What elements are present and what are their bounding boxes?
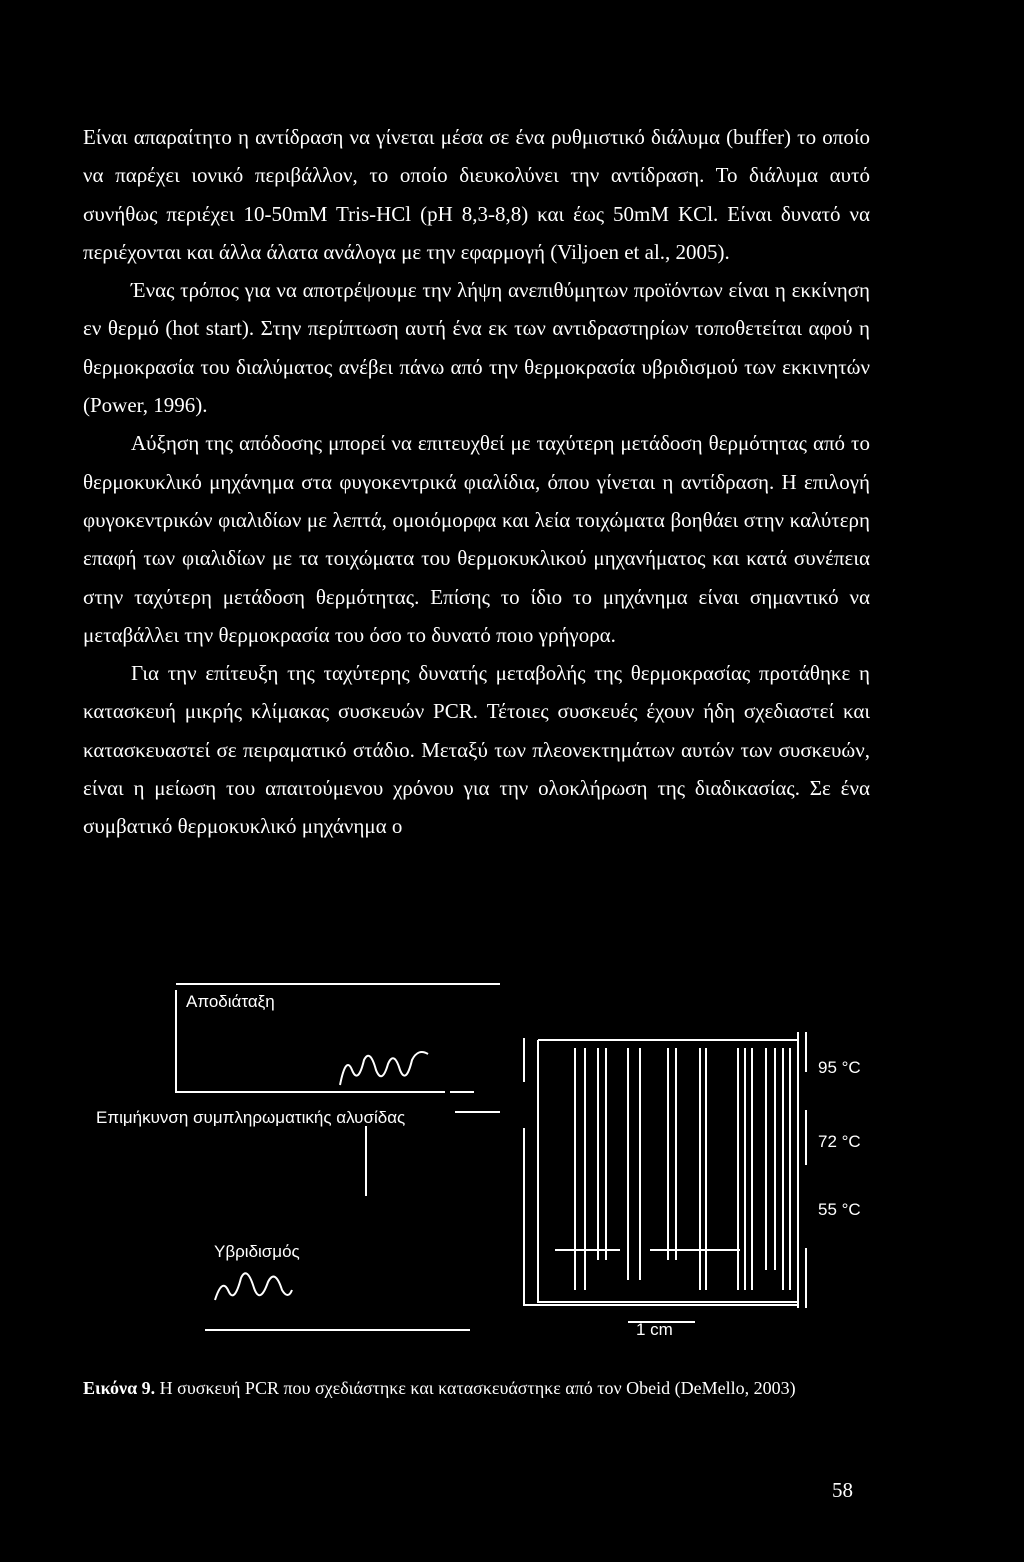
extension-label: Επιμήκυνση συμπληρωματικής αλυσίδας xyxy=(96,1108,406,1127)
paragraph-hot-start: Ένας τρόπος για να αποτρέψουμε την λήψη ανεπιθύμητων προϊόντων είναι η εκκίνηση εν θερμό (hot start). Στην περίπτωση αυτή ένα εκ των αντιδραστηρίων τοποθετείται αφού η θερμοκρασία του διαλύματος ανέβει πάνω από την θερμοκρασία υβριδισμού των εκκινητών (Power, 1996). xyxy=(83,278,870,418)
paragraph-micro-pcr: Για την επίτευξη της ταχύτερης δυνατής μεταβολής της θερμοκρασίας προτάθηκε η κατασκευή μικρής κλίμακας συσκευών PCR. Τέτοιες συσκευές έχουν ήδη σχεδιαστεί και κατασκευαστεί σε πειραματικό στάδιο. Μεταξύ των πλεονεκτημάτων αυτών των συσκευών, είναι η μείωση του απαιτούμενου χρόνου για την ολοκλήρωση της διαδικασίας. Σε ένα συμβατικό θερμοκυκλικό μηχάνημα ο xyxy=(83,661,870,839)
denaturation-label: Αποδιάταξη xyxy=(186,992,275,1011)
temp-95-label: 95 °C xyxy=(818,1058,861,1077)
figure-caption xyxy=(83,1378,883,1399)
denaturation-wave xyxy=(340,1052,428,1085)
caption-prefix: Εικόνα 9. xyxy=(83,1378,156,1398)
page-number: 58 xyxy=(832,1478,853,1502)
pcr-device-figure xyxy=(0,960,1024,1340)
device-left-bracket xyxy=(524,1128,545,1305)
annealing-label: Υβριδισμός xyxy=(214,1242,300,1261)
device-channels xyxy=(575,1048,790,1290)
caption-text: Η συσκευή PCR που σχεδιάστηκε και κατασκευάστηκε από τον Obeid (DeMello, 2003) xyxy=(155,1378,796,1398)
temp-55-label: 55 °C xyxy=(818,1200,861,1219)
annealing-wave xyxy=(215,1273,292,1300)
pcr-device-diagram xyxy=(0,960,1024,1340)
scale-label: 1 cm xyxy=(636,1320,673,1339)
body-text xyxy=(83,118,870,846)
paragraph-heat-transfer: Αύξηση της απόδοσης μπορεί να επιτευχθεί με ταχύτερη μετάδοση θερμότητας από το θερμοκυκλικό μηχάνημα στα φυγοκεντρικά φιαλίδια, όπου γίνεται η αντίδραση. Η επιλογή φυγοκεντρικών φιαλιδίων με λεπτά, ομοιόμορφα και λεία τοιχώματα βοηθάει στην καλύτερη επαφή των φιαλιδίων με τα τοιχώματα του θερμοκυκλικού μηχανήματος και κατά συνέπεια στην ταχύτερη μετάδοση θερμότητας. Επίσης το ίδιο το μηχάνημα είναι σημαντικό να μεταβάλλει την θερμοκρασία του όσο το δυνατό ποιο γρήγορα. xyxy=(83,431,870,647)
paragraph-buffer: Είναι απαραίτητο η αντίδραση να γίνεται μέσα σε ένα ρυθμιστικό διάλυμα (buffer) το οποίο να παρέχει ιονικό περιβάλλον, το οποίο διευκολύνει την αντίδραση. Το διάλυμα αυτό συνήθως περιέχει 10-50mM Tris-HCl (pH 8,3-8,8) και έως 50mM KCl. Είναι δυνατό να περιέχονται και άλλα άλατα ανάλογα με την εφαρμογή (Viljoen et al., 2005). xyxy=(83,125,870,264)
temp-72-label: 72 °C xyxy=(818,1132,861,1151)
